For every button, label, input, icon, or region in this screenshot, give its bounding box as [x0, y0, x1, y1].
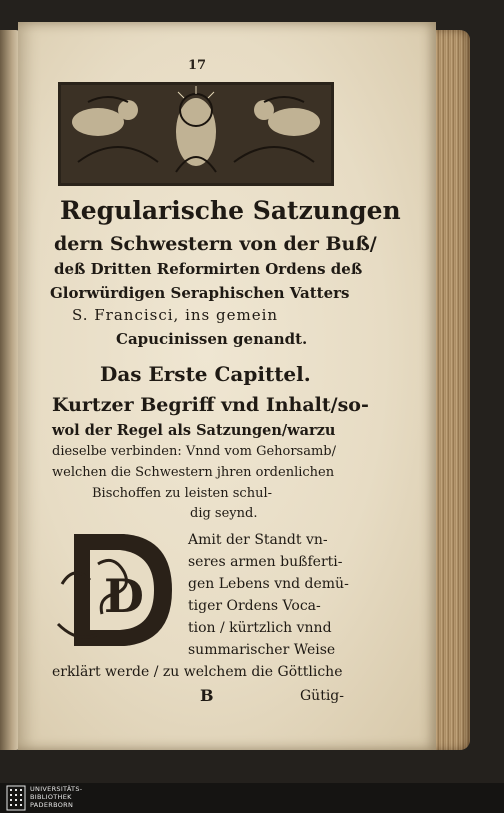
body-line-6: summarischer Weise	[188, 642, 336, 658]
signature-mark: B	[200, 686, 214, 705]
title-line-5: S. Francisci, ins gemein	[72, 306, 279, 324]
title-line-1: Regularische Satzungen	[60, 196, 401, 225]
chapter-heading: Das Erste Capittel.	[100, 362, 311, 386]
library-line-1: UNIVERSITÄTS-	[30, 785, 83, 793]
initial-letter: D	[104, 569, 144, 623]
woodcut-ornament	[58, 82, 334, 186]
body-line-3: gen Lebens vnd demü-	[188, 576, 349, 592]
title-line-6: Capucinissen genandt.	[116, 330, 308, 348]
body-line-4: tiger Ordens Voca-	[188, 598, 321, 614]
left-page-edge	[0, 30, 20, 750]
page-number: 17	[188, 58, 207, 73]
body-line-1: Amit der Standt vn-	[188, 532, 328, 548]
library-line-3: PADERBORN	[30, 801, 74, 809]
title-line-2: dern Schwestern von der Buß/	[54, 233, 377, 255]
summary-line-4: welchen die Schwestern jhren ordenlichen	[52, 465, 335, 480]
page-stack-edge	[430, 30, 470, 750]
body-line-7: erklärt werde / zu welchem die Göttliche	[52, 664, 343, 680]
summary-line-2: wol der Regel als Satzungen/warzu	[52, 422, 336, 439]
library-name	[30, 785, 82, 809]
title-line-3: deß Dritten Reformirten Ordens deß	[54, 260, 363, 278]
decorated-initial-d	[54, 524, 182, 654]
library-line-2: BIBLIOTHEK	[30, 793, 72, 801]
summary-line-6: dig seynd.	[190, 506, 258, 521]
body-line-2: seres armen bußferti-	[188, 554, 343, 570]
summary-line-5: Bischoffen zu leisten schul-	[92, 486, 273, 501]
body-line-5: tion / kürtzlich vnnd	[188, 620, 332, 636]
catchword: Gütig-	[300, 688, 344, 704]
summary-line-3: dieselbe verbinden: Vnnd vom Gehorsamb/	[52, 444, 337, 459]
library-logo-icon	[6, 784, 26, 812]
summary-line-1: Kurtzer Begriff vnd Inhalt/so-	[52, 394, 369, 416]
title-line-4: Glorwürdigen Seraphischen Vatters	[50, 284, 350, 302]
